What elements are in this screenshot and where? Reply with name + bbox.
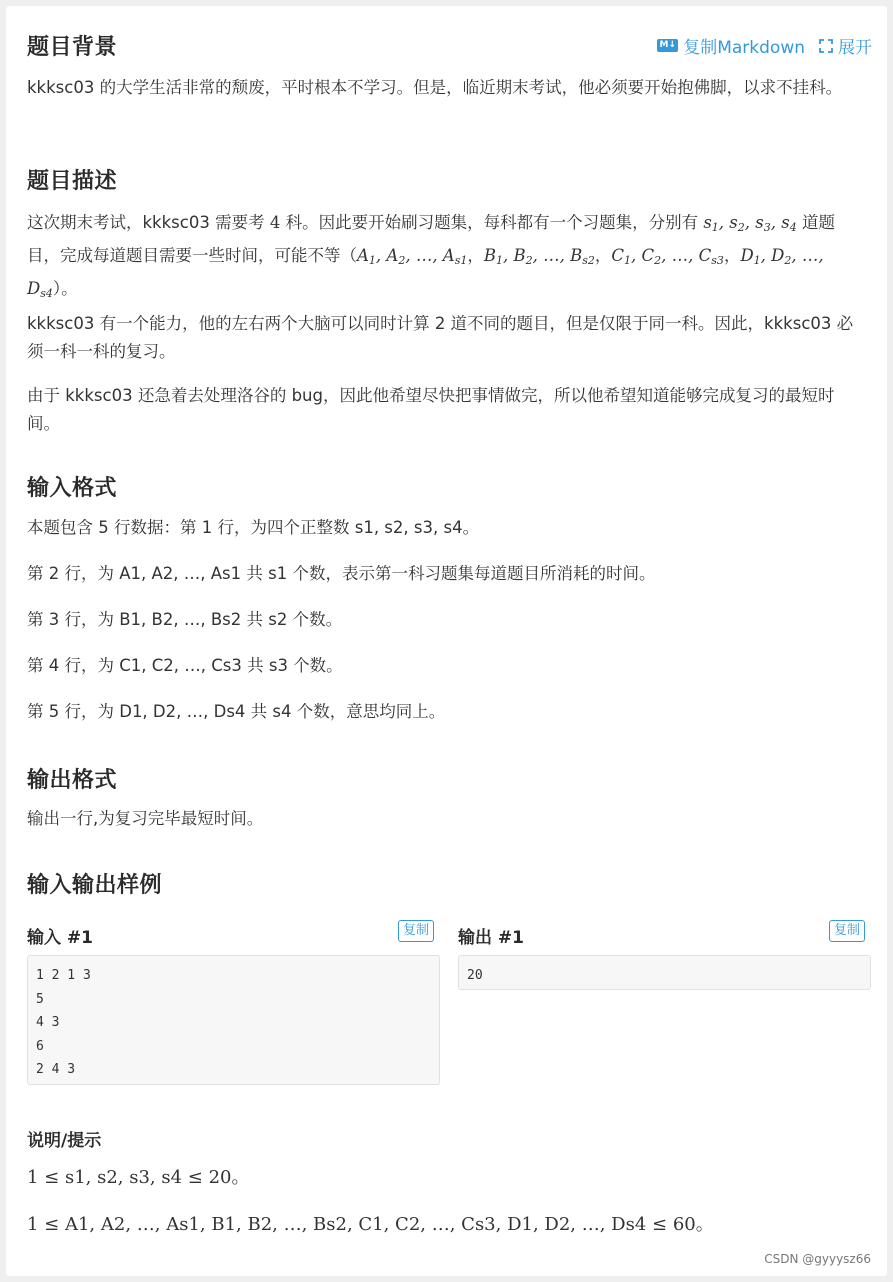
input-format-line-5: 第 5 行，为 D1, D2, …, Ds4 共 s4 个数，意思均同上。 — [27, 702, 446, 721]
section-title-output-format: 输出格式 — [27, 768, 118, 793]
input-format-line-1: 本题包含 5 行数据：第 1 行，为四个正整数 s1, s2, s3, s4。 — [27, 518, 480, 537]
sample-input-line: 6 — [36, 1038, 44, 1054]
copy-markdown-button[interactable] — [657, 33, 805, 58]
copy-output-button[interactable]: 复制 — [829, 920, 865, 942]
input-format-line-4: 第 4 行，为 C1, C2, …, Cs3 共 s3 个数。 — [27, 656, 343, 675]
section-title-samples: 输入输出样例 — [27, 873, 163, 898]
sample-input-line: 5 — [36, 991, 44, 1007]
sample-output-box[interactable] — [458, 955, 871, 990]
sample-input-line: 2 4 3 — [36, 1062, 76, 1077]
sample-input-line: 4 3 — [36, 1015, 60, 1030]
sample-output-line: 20 — [467, 968, 483, 983]
copy-input-button[interactable]: 复制 — [398, 920, 434, 942]
section-title-background: 题目背景 — [27, 35, 118, 60]
input-format-line-2: 第 2 行，为 A1, A2, …, As1 共 s1 个数，表示第一科习题集每道题目所消耗的时间。 — [27, 564, 656, 583]
sample-input-line: 1 2 1 3 — [36, 968, 91, 983]
problem-card — [6, 6, 887, 1276]
input-format-line-3: 第 3 行，为 B1, B2, …, Bs2 共 s2 个数。 — [27, 610, 343, 629]
expand-label: 展开 — [838, 38, 872, 58]
hint-line-1: 1 ≤ s1, s2, s3, s4 ≤ 20。 — [27, 1167, 250, 1188]
section-title-description: 题目描述 — [27, 169, 118, 194]
copy-markdown-label: 复制Markdown — [683, 38, 805, 58]
expand-icon — [819, 39, 833, 53]
background-text: kkksc03 的大学生活非常的颓废，平时根本不学习。但是，临近期末考试，他必须要开始抱佛脚，以求不挂科。 — [27, 78, 843, 97]
output-format-text: 输出一行,为复习完毕最短时间。 — [27, 809, 264, 828]
description-paragraph-1: 这次期末考试，kkksc03 需要考 4 科。因此要开始刷习题集，每科都有一个习题集，分别有 $s_1$, $s_2$, $s_3$, $s_4$ 道题目，完成每道题目需要一些时间，可能不等（$A_1$, $A_2$, …, $A_{s1}$，$B_1$, $B_2$, …, $B_{s2}$，$C_1$, $C_2$, …, $C_{s3}$，$D_1$, $D_2$, …, $D_{s4}$）。 — [27, 213, 835, 300]
description-paragraph-2: kkksc03 有一个能力，他的左右两个大脑可以同时计算 2 道不同的题目，但是仅限于同一科。因此，kkksc03 必须一科一科的复习。 — [27, 314, 854, 361]
section-title-input-format: 输入格式 — [27, 476, 118, 501]
section-title-hint: 说明/提示 — [27, 1131, 102, 1151]
sample-output-label: 输出 #1 — [458, 928, 524, 948]
markdown-icon: M↓ — [657, 39, 678, 52]
expand-button[interactable] — [819, 33, 872, 58]
sample-input-box[interactable] — [27, 955, 440, 1085]
description-paragraph-3: 由于 kkksc03 还急着去处理洛谷的 bug，因此他希望尽快把事情做完，所以他希望知道能够完成复习的最短时间。 — [27, 386, 835, 433]
watermark: CSDN @gyyysz66 — [764, 1252, 871, 1266]
toolbar — [657, 33, 872, 58]
sample-input-label: 输入 #1 — [27, 928, 93, 948]
hint-line-2: 1 ≤ A1, A2, …, As1, B1, B2, …, Bs2, C1, C2, …, Cs3, D1, D2, …, Ds4 ≤ 60。 — [27, 1214, 714, 1235]
